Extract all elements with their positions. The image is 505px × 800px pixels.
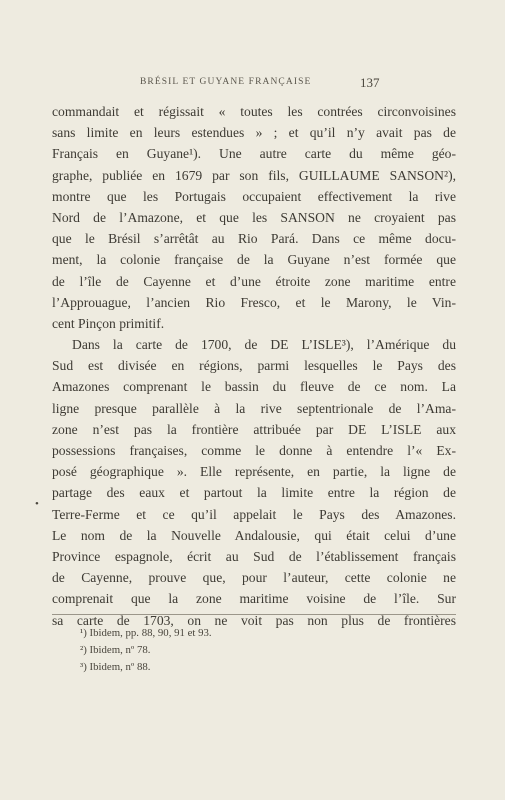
running-head <box>0 77 505 93</box>
text-line: que le Brésil s’arrêtât au Rio Pará. Dans ce même docu- <box>52 231 456 247</box>
text-line: possessions françaises, comme le donne à entendre l’« Ex- <box>52 443 456 458</box>
footnote: ²) Ibidem, nº 78. <box>80 643 151 656</box>
text-line: posé géographique ». Elle représente, en partie, la ligne de <box>52 464 456 480</box>
text-line: Nord de l’Amazone, et que les SANSON ne croyaient pas <box>52 209 456 225</box>
footnotes <box>80 625 212 675</box>
footnote: ¹) Ibidem, pp. 88, 90, 91 et 93. <box>80 627 212 639</box>
text-line: sa carte de 1703, on ne voit pas non plus de frontières <box>52 612 456 628</box>
running-title: BRÉSIL ET GUYANE FRANÇAISE <box>140 77 312 87</box>
text-line: Français en Guyane¹). Une autre carte du même géo- <box>52 146 456 162</box>
body-text <box>52 101 456 631</box>
text-line: Amazones comprenant le bassin du fleuve de ce nom. La <box>52 379 456 395</box>
text-line: montre que les Portugais occupaient effectivement la rive <box>52 188 456 204</box>
text-line: Province espagnole, écrit au Sud de l’établissement français <box>52 548 456 564</box>
text-line: l’Approuague, l’ancien Rio Fresco, et le Marony, le Vin- <box>52 294 456 310</box>
text-line: Terre-Ferme et ce qu’il appelait le Pays des Amazones. <box>52 506 456 522</box>
page-number: 137 <box>360 75 380 90</box>
text-line: comprenait que la zone maritime voisine de l’île. Sur <box>52 591 456 607</box>
text-line: partage des eaux et partout la limite entre la région de <box>52 485 456 501</box>
text-line: de Cayenne, prouve que, pour l’auteur, cette colonie ne <box>52 570 456 586</box>
text-line: commandait et régissait « toutes les contrées circonvoisines <box>52 104 456 119</box>
text-line: de l’île de Cayenne et d’une étroite zone maritime entre <box>52 273 456 289</box>
text-line: zone n’est pas la frontière attribuée par DE L’ISLE aux <box>52 421 456 437</box>
footnote: ³) Ibidem, nº 88. <box>80 660 151 673</box>
text-line: ment, la colonie française de la Guyane n’est formée que <box>52 252 456 268</box>
text-line: Le nom de la Nouvelle Andalousie, qui était celui d’une <box>52 527 456 543</box>
text-line: ligne presque parallèle à la rive septentrionale de l’Ama- <box>52 400 456 416</box>
text-line: sans limite en leurs estendues » ; et qu’il n’y avait pas de <box>52 125 456 141</box>
text-line: graphe, publiée en 1679 par son fils, GUILLAUME SANSON²), <box>52 167 456 183</box>
margin-mark: • <box>35 498 39 510</box>
text-line: cent Pinçon primitif. <box>52 315 165 331</box>
footnote-divider <box>52 614 456 615</box>
text-line: Dans la carte de 1700, de DE L’ISLE³), l’Amérique du <box>72 337 456 353</box>
text-line: Sud est divisée en régions, parmi lesquelles le Pays des <box>52 358 456 374</box>
